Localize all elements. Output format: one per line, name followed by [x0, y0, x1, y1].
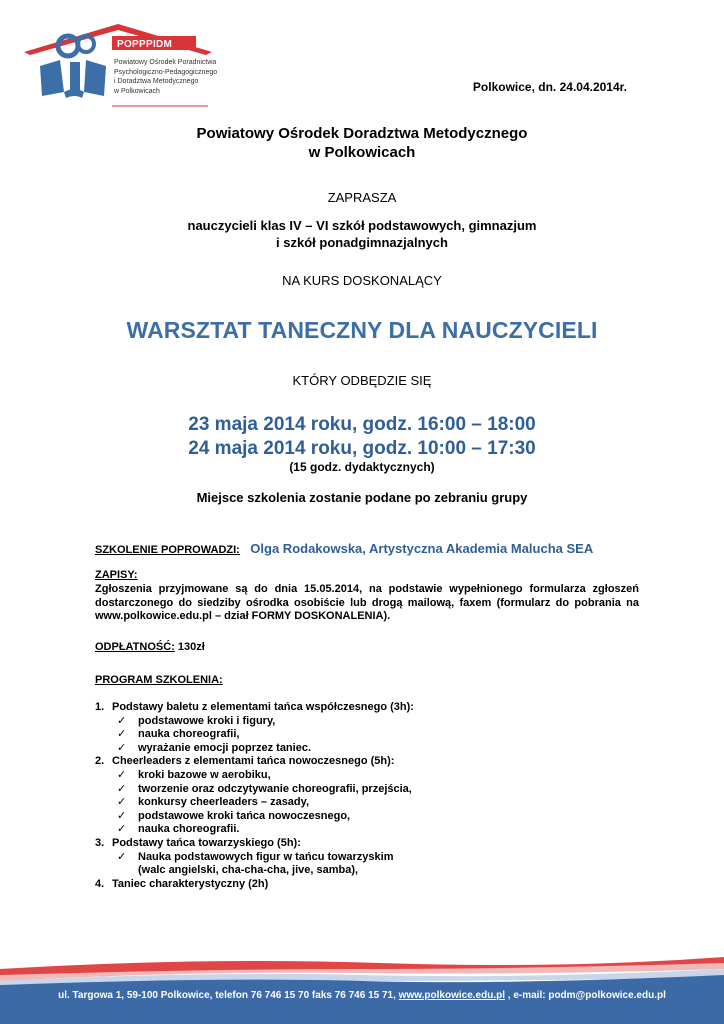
registration-text-end: , na podstawie wypełnionego formularza zgłoszeń dostarczonego do siedziby ośrodka osobiście lub drogą mailową, faxem (formularz do pobrania na www.polkowice.edu.pl – dział FORMY DOSKONALENIA). — [95, 583, 640, 622]
program-subitem — [95, 783, 414, 797]
module-number: 4. — [95, 877, 105, 890]
subitem-continuation: (walc angielski, cha-cha-cha, jive, samba), — [138, 864, 359, 877]
organizer-name — [0, 124, 724, 162]
checkmark-icon: ✓ — [117, 728, 127, 741]
module-title: Cheerleaders z elementami tańca nowoczesnego (5h): — [112, 755, 395, 768]
module-number: 2. — [95, 755, 105, 768]
checkmark-icon: ✓ — [117, 768, 127, 781]
logo-caption — [114, 58, 217, 96]
program-subitem — [95, 823, 414, 837]
registration-label: ZAPISY: — [95, 569, 138, 581]
invites-text: ZAPRASZA — [327, 190, 397, 205]
program-list — [95, 701, 414, 891]
program-module — [95, 837, 414, 851]
program-subitem — [95, 796, 414, 810]
event-date-1: 23 maja 2014 roku, godz. 16:00 – 18:00 — [188, 414, 536, 435]
logo-caption-line: w Polkowicach — [114, 87, 160, 95]
venue-note: Miejsce szkolenia zostanie podane po zebraniu grupy — [196, 490, 528, 505]
subitem-text: podstawowe kroki i figury, — [138, 714, 276, 727]
checkmark-icon: ✓ — [117, 796, 127, 809]
checkmark-icon: ✓ — [117, 809, 127, 822]
fee-value: 130zł — [174, 641, 205, 653]
program-subitem — [95, 715, 414, 729]
logo-brand: POPPPIDM — [117, 39, 173, 50]
checkmark-icon: ✓ — [117, 850, 127, 863]
subitem-text: kroki bazowe w aerobiku, — [138, 768, 271, 781]
event-title: WARSZTAT TANECZNY DLA NAUCZYCIELI — [126, 317, 598, 343]
module-number: 1. — [95, 701, 105, 713]
subitem-text: tworzenie oraz odczytywanie choreografii, przejścia, — [138, 782, 412, 795]
subitem-text: nauka choreografii, — [138, 728, 240, 741]
module-title: Podstawy tańca towarzyskiego (5h): — [112, 836, 301, 849]
subitem-text: podstawowe kroki tańca nowoczesnego, — [138, 809, 351, 822]
module-title: Podstawy baletu z elementami tańca współczesnego (3h): — [112, 701, 414, 713]
subitem-text: nauka choreografii. — [138, 823, 240, 836]
program-subitem — [95, 810, 414, 824]
audience-text — [0, 217, 724, 251]
footer-email: , e-mail: podm@polkowice.edu.pl — [504, 990, 666, 1001]
course-type: NA KURS DOSKONALĄCY — [282, 273, 442, 288]
document-date: Polkowice, dn. 24.04.2014r. — [472, 80, 627, 94]
program-subitem — [95, 851, 414, 865]
fee-row — [95, 641, 205, 653]
checkmark-icon: ✓ — [117, 782, 127, 795]
registration-text — [95, 583, 639, 624]
event-date-2: 24 maja 2014 roku, godz. 10:00 – 17:30 — [188, 438, 536, 459]
logo-caption-line: i Doradztwa Metodycznego — [114, 78, 199, 85]
program-module — [95, 701, 414, 715]
footer-website-link[interactable]: www.polkowice.edu.pl — [398, 990, 505, 1001]
trainer-label: SZKOLENIE POPROWADZI: — [95, 544, 240, 556]
program-label: PROGRAM SZKOLENIA: — [95, 674, 223, 686]
footer-address: ul. Targowa 1, 59-100 Polkowice, telefon 76 746 15 70 faks 76 746 15 71, — [58, 990, 399, 1001]
audience-line: nauczycieli klas IV – VI szkół podstawowych, gimnazjum — [187, 218, 537, 233]
program-module — [95, 755, 414, 769]
logo-caption-line: Psychologiczno-Pedagogicznego — [114, 68, 218, 76]
subitem-text: konkursy cheerleaders – zasady, — [138, 796, 310, 809]
program-module — [95, 878, 414, 892]
module-title: Taniec charakterystyczny (2h) — [112, 877, 269, 890]
subitem-text: wyrażanie emocji poprzez taniec. — [138, 741, 312, 754]
subitem-text: Nauka podstawowych figur w tańcu towarzyskim — [138, 850, 394, 863]
checkmark-icon: ✓ — [117, 823, 127, 836]
registration-text-start: Zgłoszenia przyjmowane są do dnia — [95, 583, 305, 595]
event-dates — [0, 413, 724, 461]
program-subitem — [95, 769, 414, 783]
program-subitem — [95, 728, 414, 742]
takes-place-text: KTÓRY ODBĘDZIE SIĘ — [292, 373, 432, 388]
trainer-row — [95, 540, 593, 558]
trainer-name: Olga Rodakowska, Artystyczna Akademia Malucha SEA — [250, 541, 594, 556]
teaching-hours: (15 godz. dydaktycznych) — [289, 460, 435, 474]
audience-line: i szkół ponadgimnazjalnych — [276, 235, 448, 250]
registration-deadline: 15.05.2014 — [304, 583, 360, 595]
footer-contact — [0, 990, 724, 1001]
checkmark-icon: ✓ — [117, 714, 127, 727]
checkmark-icon: ✓ — [117, 741, 127, 754]
fee-label: ODPŁATNOŚĆ: — [95, 641, 175, 653]
organizer-line: Powiatowy Ośrodek Doradztwa Metodycznego — [196, 125, 528, 142]
program-subitem — [95, 742, 414, 756]
organizer-line: w Polkowicach — [308, 144, 416, 161]
logo-caption-line: Powiatowy Ośrodek Poradnictwa — [114, 59, 217, 66]
module-number: 3. — [95, 836, 105, 849]
